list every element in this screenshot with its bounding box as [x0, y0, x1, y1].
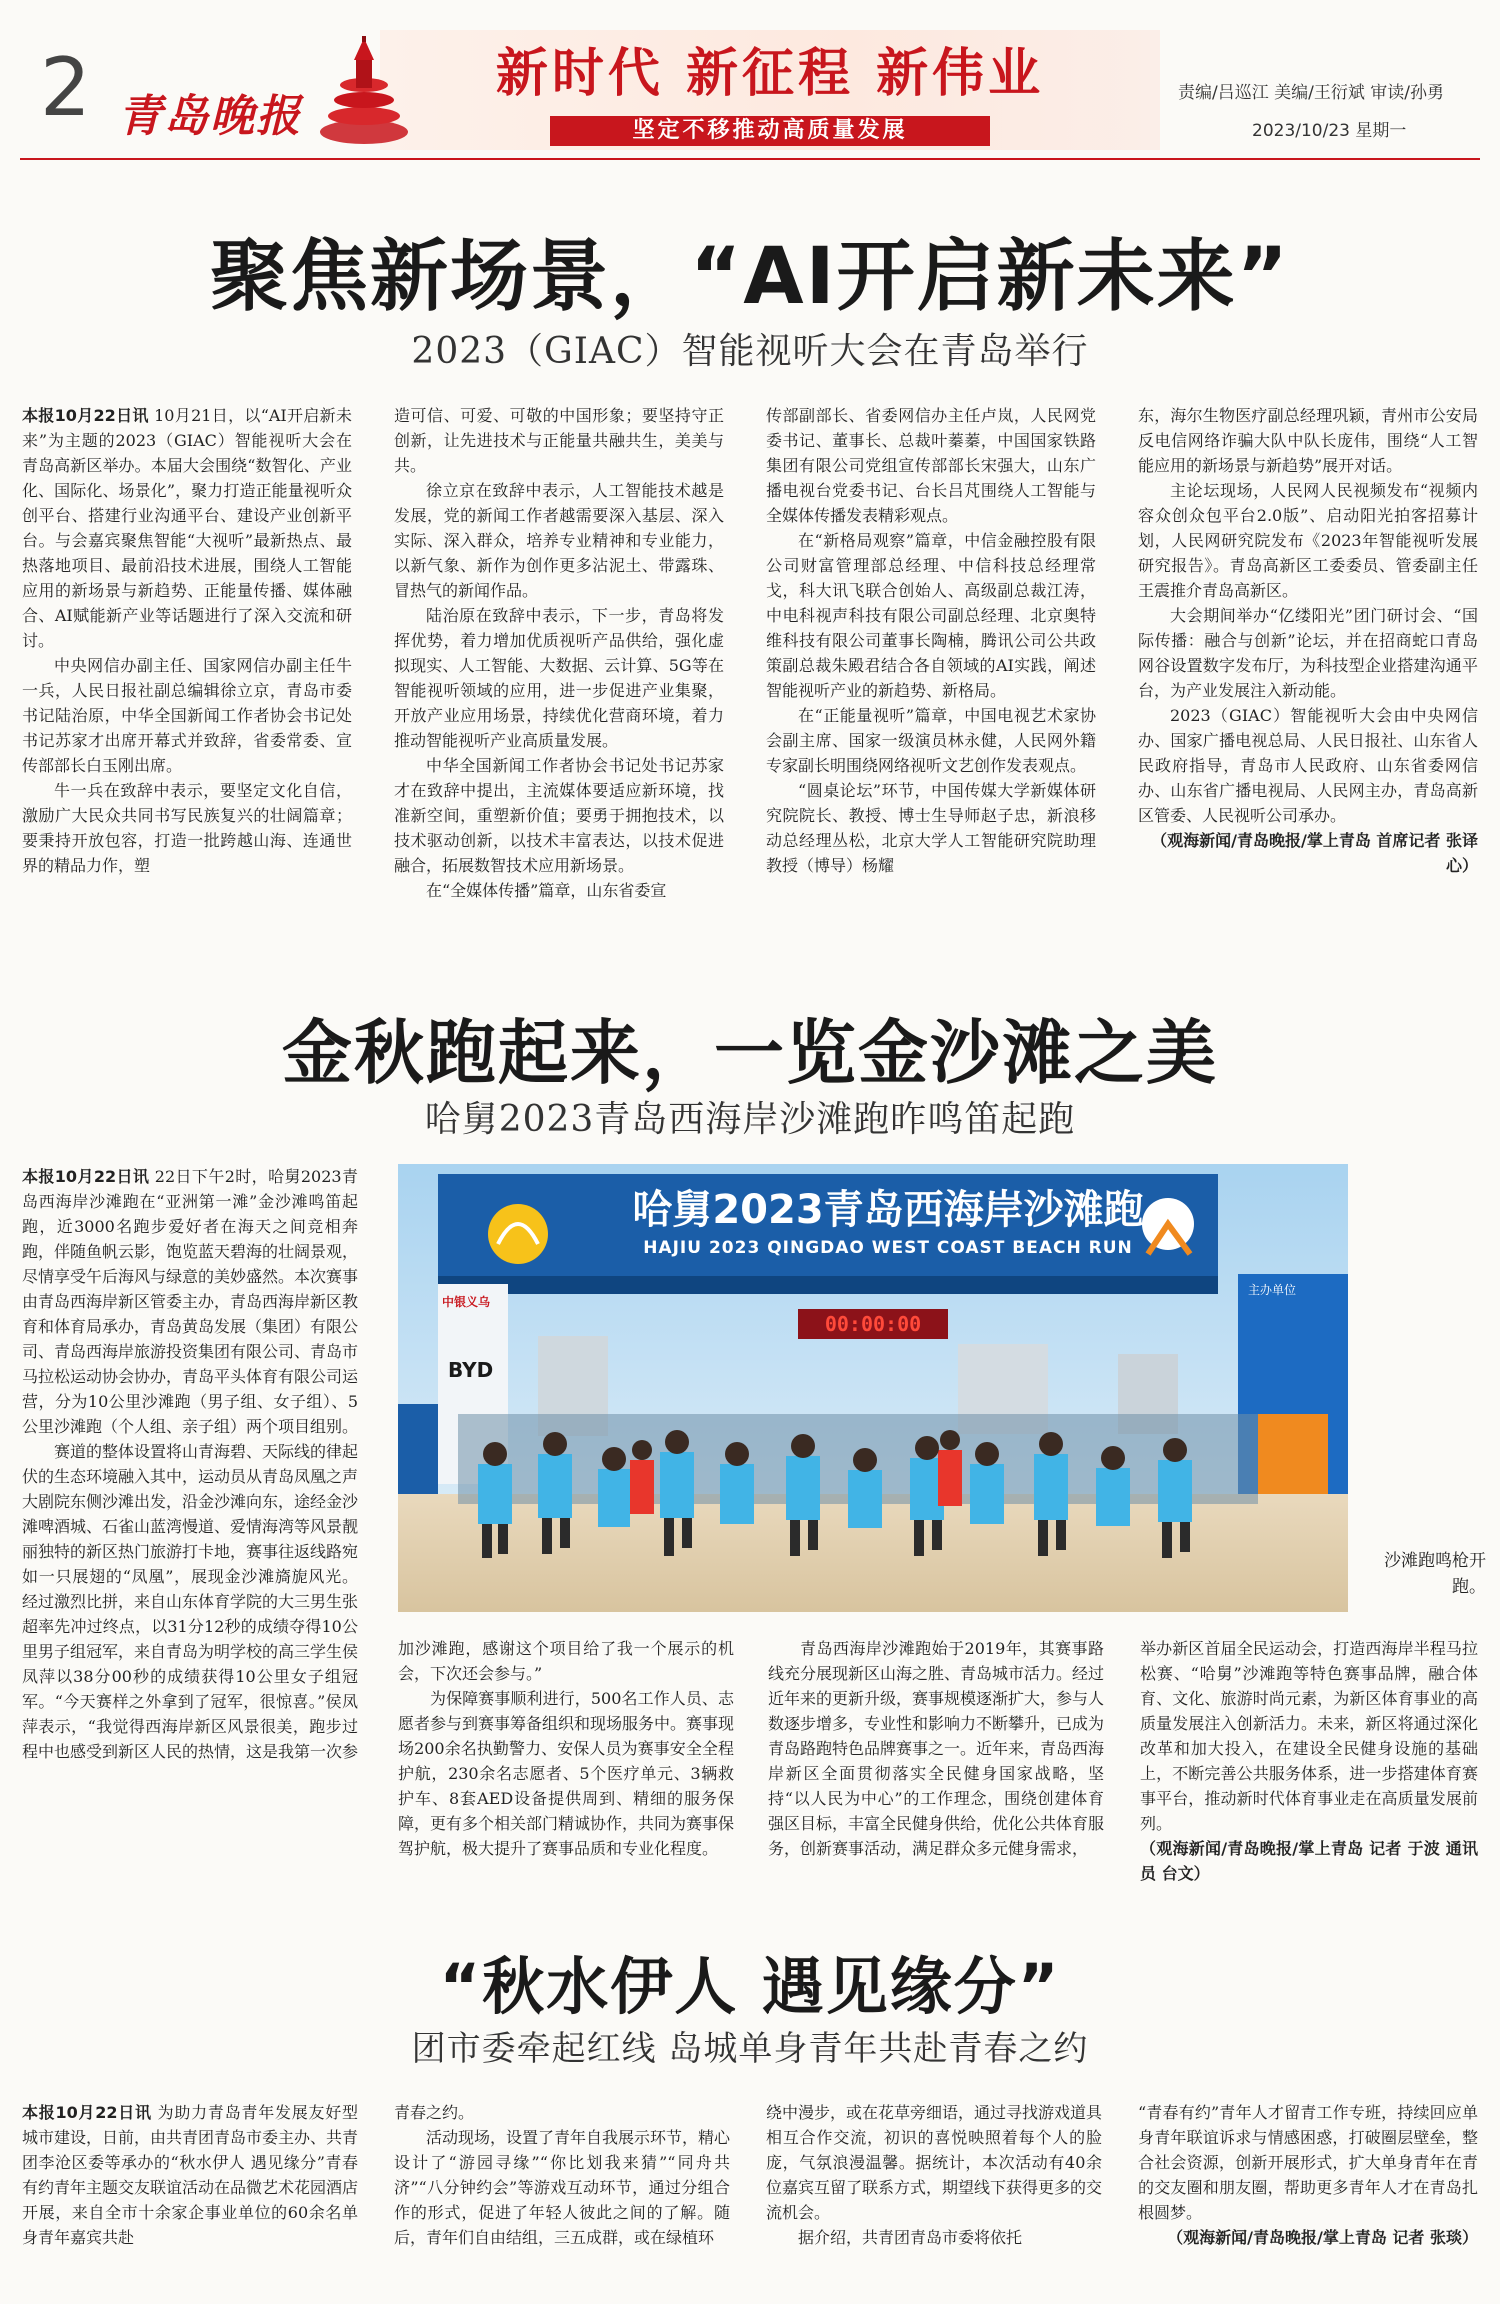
- article2-paragraph: 22日下午2时，哈舅2023青岛西海岸沙滩跑在“亚洲第一滩”金沙滩鸣笛起跑，近3000名跑步爱好者在海天之间竞相奔跑，伴随鱼帆云影，饱览蓝天碧海的壮阔景观，尽情享受午后海风与绿意的美妙盛然。本次赛事由青岛西海岸新区管委主办，青岛西海岸新区教育和体育局承办，青岛黄岛发展（集团）有限公司、青岛西海岸旅游投资集团有限公司、青岛市马拉松运动协会协办，青岛平头体育有限公司运营，分为10公里沙滩跑（男子组、女子组）、5公里沙滩跑（个人组、亲子组）两个项目组别。: [22, 1167, 358, 1436]
- photo-banner-title: 哈舅2023青岛西海岸沙滩跑: [632, 1187, 1144, 1233]
- article1-paragraph: 2023（GIAC）智能视听大会由中央网信办、国家广播电视总局、人民日报社、山东省人民政府指导，青岛市人民政府、山东省委网信办、山东省广播电视局、人民网主办，青岛高新区管委、人民视听公司承办。: [1138, 706, 1478, 825]
- article1-paragraph: 中央网信办副主任、国家网信办副主任牛一兵，人民日报社副总编辑徐立京，青岛市委书记陆治原，中华全国新闻工作者协会书记处书记苏家才出席开幕式并致辞，省委常委、宣传部部长白玉刚出席。: [22, 656, 352, 775]
- masthead: [0, 0, 1500, 150]
- article3-column-1: [22, 2100, 358, 2296]
- photo-countdown: 00:00:00: [824, 1312, 922, 1336]
- article2-paragraph: 为保障赛事顺利进行，500名工作人员、志愿者参与到赛事筹备组织和现场服务中。赛事现场200余名执勤警力、安保人员为赛事安全全程护航，230余名志愿者、5个医疗单元、3辆救护车、8套AED设备提供周到、精细的服务保障，更有多个相关部门精诚协作，共同为赛事保驾护航，极大提升了赛事品质和专业化程度。: [398, 1689, 734, 1858]
- article3-paragraph: 青春之约。: [394, 2103, 475, 2122]
- article3-paragraph: 活动现场，设置了青年自我展示环节，精心设计了“游园寻缘”“你比划我来猜”“同舟共济”“八分钟约会”等游戏互动环节，通过分组合作的形式，促进了年轻人彼此之间的了解。随后，青年们自由结组，三五成群，或在绿植环: [394, 2128, 730, 2247]
- article1-paragraph: 在“全媒体传播”篇章，山东省委宣: [426, 881, 667, 900]
- article2-byline: （观海新闻/青岛晚报/掌上青岛 记者 于波 通讯员 台文）: [1140, 1839, 1478, 1883]
- article1-paragraph: 东，海尔生物医疗副总经理巩颖，青州市公安局反电信网络诈骗大队中队长庞伟，围绕“人工智能应用的新场景与新趋势”展开对话。: [1138, 406, 1478, 475]
- article3-subhead: 团市委牵起红线 岛城单身青年共赴青春之约: [411, 2029, 1089, 2069]
- article3-lead-tag: 本报10月22日讯: [22, 2103, 152, 2122]
- article3-paragraph: 据介绍，共青团青岛市委将依托: [798, 2228, 1023, 2247]
- article2-lead-tag: 本报10月22日讯: [22, 1167, 150, 1186]
- article3-paragraph: 为助力青岛青年发展友好型城市建设，日前，由共青团青岛市委主办、共青团李沧区委等承办的“秋水伊人 遇见缘分”青春有约青年主题交友联谊活动在品微艺术花园酒店开展，来自全市十余家企事业单位的60余名单身青年嘉宾共赴: [22, 2103, 358, 2247]
- article1-column-1: [22, 403, 352, 959]
- article3-column-3: [766, 2100, 1102, 2296]
- article1-paragraph: 造可信、可爱、可敬的中国形象；要坚持守正创新，让先进技术与正能量共融共生，美美与共。: [394, 406, 724, 475]
- photo-organizer-label: 主办单位: [1248, 1283, 1297, 1297]
- article1-column-4: [1138, 403, 1478, 959]
- article1-lead-tag: 本报10月22日讯: [22, 406, 149, 425]
- article1-byline: （观海新闻/青岛晚报/掌上青岛 首席记者 张译心）: [1151, 831, 1478, 875]
- article1-paragraph: 在“新格局观察”篇章，中信金融控股有限公司财富管理部总经理、中信科技总经理常戈，科大讯飞联合创始人、高级副总裁江涛，中电科视声科技有限公司副总经理、北京奥特维科技有限公司董事长陶楠，腾讯公司公共政策副总裁朱殿君结合各自领域的AI实践，阐述智能视听产业的新趋势、新格局。: [766, 531, 1096, 700]
- article1-column-2: [394, 403, 724, 959]
- theme-banner: [380, 30, 1160, 150]
- banner-slogan: 新时代 新征程 新伟业: [495, 44, 1045, 104]
- article1-paragraph: 传部副部长、省委网信办主任卢岚，人民网党委书记、董事长、总裁叶蓁蓁，中国国家铁路集团有限公司党组宣传部部长宋强大，山东广播电视台党委书记、台长吕芃围绕人工智能与全媒体传播发表精彩观点。: [766, 406, 1096, 525]
- article2-paragraph: 加沙滩跑，感谢这个项目给了我一个展示的机会，下次还会参与。”: [398, 1639, 734, 1683]
- article1-subhead: 2023（GIAC）智能视听大会在青岛举行: [411, 331, 1089, 372]
- article1-column-3: [766, 403, 1096, 959]
- header-rule: [20, 158, 1480, 160]
- article2-column-3: [768, 1636, 1104, 1926]
- article1-paragraph: 中华全国新闻工作者协会书记处书记苏家才在致辞中提出，主流媒体要适应新环境，找准新空间，重塑新价值；要勇于拥抱技术，以技术驱动创新，以技术丰富表达，以技术促进融合，拓展数智技术应用新场景。: [394, 756, 724, 875]
- article3-paragraph: 绕中漫步，或在花草旁细语，通过寻找游戏道具相互合作交流，初识的喜悦映照着每个人的脸庞，气氛浪漫温馨。据统计，本次活动有40余位嘉宾互留了联系方式，期望线下获得更多的交流机会。: [766, 2103, 1102, 2222]
- article3-headline: “秋水伊人 遇见缘分”: [439, 1950, 1061, 2023]
- article1-paragraph: 陆治原在致辞中表示，下一步，青岛将发挥优势，着力增加优质视听产品供给，强化虚拟现实、人工智能、大数据、云计算、5G等在智能视听领域的应用，进一步促进产业集聚，开放产业应用场景，持续优化营商环境，着力推动智能视听产业高质量发展。: [394, 606, 724, 750]
- article2-headline: 金秋跑起来，一览金沙滩之美: [282, 1012, 1218, 1094]
- article3-column-2: [394, 2100, 730, 2296]
- photo-sponsor-logo: 中银义乌: [442, 1295, 491, 1309]
- article1-paragraph: 在“正能量视听”篇章，中国电视艺术家协会副主席、国家一级演员林永健，人民网外籍专家副长明围绕网络视听文艺创作发表观点。: [766, 706, 1096, 775]
- beach-run-photo: [398, 1164, 1348, 1612]
- page-number: 2: [40, 41, 91, 134]
- banner-subslogan: 坚定不移推动高质量发展: [550, 116, 990, 146]
- article3-paragraph: “青春有约”青年人才留青工作专班，持续回应单身青年联谊诉求与情感困惑，打破圈层壁垒，整合社会资源，创新开展形式，扩大单身青年在青的交友圈和朋友圈，帮助更多青年人才在青岛扎根圆梦。: [1138, 2103, 1478, 2222]
- article2-subhead: 哈舅2023青岛西海岸沙滩跑昨鸣笛起跑: [424, 1099, 1076, 1140]
- article1-paragraph: 牛一兵在致辞中表示，要坚定文化自信，激励广大民众共同书写民族复兴的壮阔篇章；要秉持开放包容，打造一批跨越山海、连通世界的精品力作，塑: [22, 781, 352, 875]
- article1-paragraph: 大会期间举办“亿缕阳光”团门研讨会、“国际传播：融合与创新”论坛，并在招商蛇口青岛网谷设置数字发布厅，为科技型企业搭建沟通平台，为产业发展注入新动能。: [1138, 606, 1478, 700]
- article3-byline: （观海新闻/青岛晚报/掌上青岛 记者 张琰）: [1167, 2228, 1478, 2247]
- article2-column-2: [398, 1636, 734, 1926]
- photo-caption: 沙滩跑鸣枪开跑。: [1384, 1551, 1486, 1597]
- paper-logo: 青岛晚报: [118, 91, 302, 142]
- article1-paragraph: 10月21日，以“AI开启新未来”为主题的2023（GIAC）智能视听大会在青岛高新区举办。本届大会围绕“数智化、产业化、国际化、场景化”，聚力打造正能量视听众创平台、搭建行业沟通平台、建设产业创新平台。与会嘉宾聚焦智能“大视听”最新热点、最热落地项目、最前沿技术进展，围绕人工智能应用的新场景与新趋势、正能量传播、媒体融合、AI赋能新产业等话题进行了深入交流和研讨。: [22, 406, 352, 650]
- article1-paragraph: 主论坛现场，人民网人民视频发布“视频内容众创众包平台2.0版”、启动阳光拍客招募计划，人民网研究院发布《2023年智能视听发展研究报告》。青岛高新区工委委员、管委副主任王震推介青岛高新区。: [1138, 481, 1478, 600]
- article2-paragraph: 青岛西海岸沙滩跑始于2019年，其赛事路线充分展现新区山海之胜、青岛城市活力。经过近年来的更新升级，赛事规模逐渐扩大，参与人数逐步增多，专业性和影响力不断攀升，已成为青岛路跑特色品牌赛事之一。近年来，青岛西海岸新区全面贯彻落实全民健身国家战略，坚持“以人民为中心”的工作理念，围绕创建体育强区目标，丰富全民健身供给，优化公共体育服务，创新赛事活动，满足群众多元健身需求，: [768, 1639, 1104, 1858]
- photo-car-sponsor: BYD: [448, 1358, 494, 1382]
- article3-column-4: [1138, 2100, 1478, 2296]
- photo-banner-subtitle: HAJIU 2023 QINGDAO WEST COAST BEACH RUN: [643, 1238, 1133, 1258]
- article2-paragraph: 赛道的整体设置将山青海碧、天际线的律起伏的生态环境融入其中，运动员从青岛凤凰之声大剧院东侧沙滩出发，沿金沙滩向东，途经金沙滩啤酒城、石雀山蓝湾慢道、爱情海湾等风景靓丽独特的新区热门旅游打卡地，赛事往返线路宛如一只展翅的“凤凰”，展现金沙滩旖旎风光。经过激烈比拼，来自山东体育学院的大三男生张超率先冲过终点，以31分12秒的成绩夺得10公里男子组冠军，来自青岛为明学校的高三学生侯凤萍以38分00秒的成绩获得10公里女子组冠军。“今天赛样之外拿到了冠军，很惊喜。”侯凤萍表示，“我觉得西海岸新区风景很美，跑步过程中也感受到新区人民的热情，这是我第一次参: [22, 1442, 358, 1761]
- editor-credits: 责编/吕巡江 美编/王衍斌 审读/孙勇: [1178, 83, 1444, 103]
- landmark-tower-icon: [318, 36, 410, 148]
- article1-paragraph: “圆桌论坛”环节，中国传媒大学新媒体研究院院长、教授、博士生导师赵子忠，新浪移动总经理丛松，北京大学人工智能研究院助理教授（博导）杨耀: [766, 781, 1096, 875]
- article2-column-1: [22, 1164, 358, 1924]
- article2-paragraph: 举办新区首届全民运动会，打造西海岸半程马拉松赛、“哈舅”沙滩跑等特色赛事品牌，融合体育、文化、旅游时尚元素，为新区体育事业的高质量发展注入创新活力。未来，新区将通过深化改革和加大投入，在建设全民健身设施的基础上，不断完善公共服务体系，进一步搭建体育赛事平台，推动新时代体育事业走在高质量发展前列。: [1140, 1639, 1478, 1833]
- article2-column-4: [1140, 1636, 1478, 1926]
- article1-paragraph: 徐立京在致辞中表示，人工智能技术越是发展，党的新闻工作者越需要深入基层、深入实际、深入群众，培养专业精神和专业能力，以新气象、新作为创作更多沾泥土、带露珠、冒热气的新闻作品。: [394, 481, 724, 600]
- publication-date: 2023/10/23 星期一: [1252, 121, 1407, 141]
- article1-headline: 聚焦新场景，“AI开启新未来”: [210, 232, 1290, 322]
